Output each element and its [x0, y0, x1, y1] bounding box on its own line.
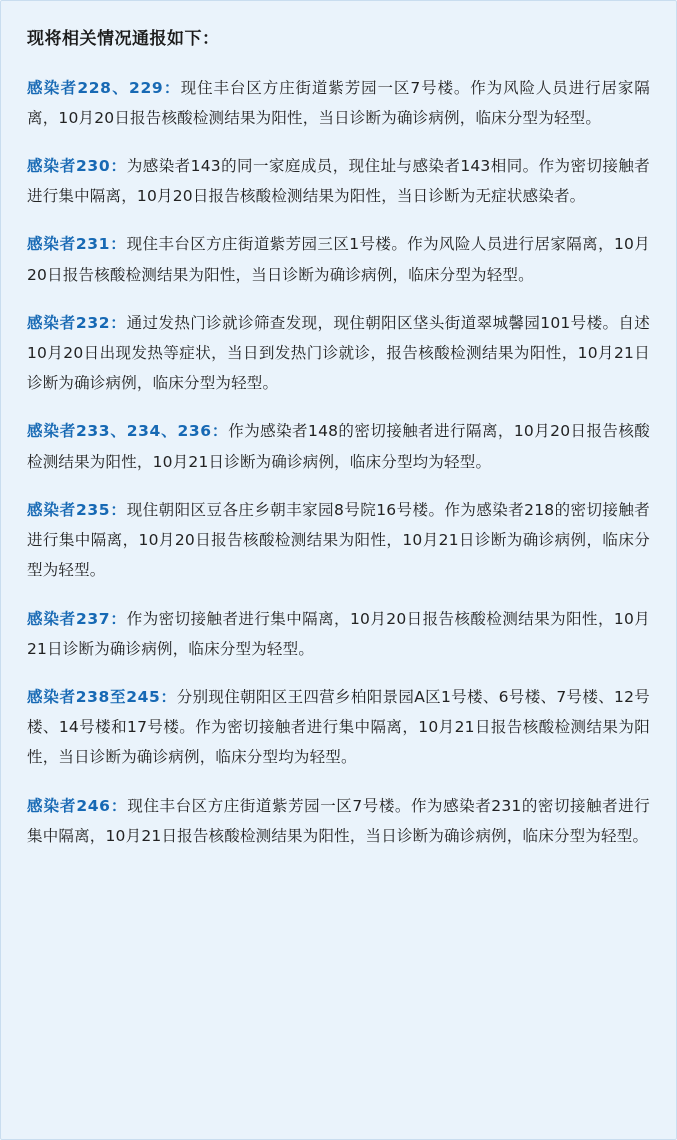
case-label: 感染者233、234、236: [27, 422, 212, 441]
case-paragraph: [27, 151, 650, 211]
case-separator: ：: [110, 156, 127, 175]
case-text: 作为密切接触者进行集中隔离，10月20日报告核酸检测结果为阳性，10月21日诊断为确诊病例，临床分型为轻型。: [27, 609, 650, 658]
case-paragraph: [27, 495, 650, 586]
case-text: 现住朝阳区豆各庄乡朝丰家园8号院16号楼。作为感染者218的密切接触者进行集中隔离，10月20日报告核酸检测结果为阳性，10月21日诊断为确诊病例，临床分型为轻型。: [27, 500, 650, 580]
case-text: 分别现住朝阳区王四营乡柏阳景园A区1号楼、6号楼、7号楼、12号楼、14号楼和17号楼。作为密切接触者进行集中隔离，10月21日报告核酸检测结果为阳性，当日诊断为确诊病例，临床分型均为轻型。: [27, 688, 650, 767]
case-paragraph: [27, 604, 650, 664]
case-label: 感染者246: [27, 796, 111, 815]
case-separator: ：: [211, 422, 229, 441]
case-text: 作为感染者148的密切接触者进行隔离，10月20日报告核酸检测结果为阳性，10月21日诊断为确诊病例，临床分型均为轻型。: [27, 422, 650, 471]
case-text: 通过发热门诊就诊筛查发现，现住朝阳区垡头街道翠城馨园101号楼。自述10月20日出现发热等症状，当日到发热门诊就诊，报告核酸检测结果为阳性，10月21日诊断为确诊病例，临床分型为轻型。: [27, 313, 650, 393]
case-label: 感染者228、229: [27, 78, 164, 97]
case-separator: ：: [110, 500, 127, 519]
case-paragraph: [27, 791, 650, 851]
case-separator: ：: [110, 796, 128, 815]
case-label: 感染者238至245: [27, 688, 161, 706]
case-label: 感染者230: [27, 156, 111, 175]
case-paragraph: [27, 308, 650, 399]
case-label: 感染者235: [27, 500, 111, 519]
case-label: 感染者232: [27, 313, 111, 332]
case-paragraph: [27, 229, 650, 289]
case-text: 现住丰台区方庄街道紫芳园一区7号楼。作为风险人员进行居家隔离，10月20日报告核酸检测结果为阳性，当日诊断为确诊病例，临床分型为轻型。: [27, 78, 650, 127]
case-label: 感染者237: [27, 609, 111, 628]
case-text: 现住丰台区方庄街道紫芳园一区7号楼。作为感染者231的密切接触者进行集中隔离，10月21日报告核酸检测结果为阳性，当日诊断为确诊病例，临床分型为轻型。: [27, 796, 650, 845]
case-paragraph: [27, 73, 650, 133]
case-separator: ：: [160, 688, 177, 706]
case-separator: ：: [110, 235, 127, 254]
case-separator: ：: [110, 609, 127, 628]
case-text: 现住丰台区方庄街道紫芳园三区1号楼。作为风险人员进行居家隔离，10月20日报告核酸检测结果为阳性，当日诊断为确诊病例，临床分型为轻型。: [27, 235, 650, 284]
case-paragraph: [27, 416, 650, 476]
case-text: 为感染者143的同一家庭成员，现住址与感染者143相同。作为密切接触者进行集中隔离，10月20日报告核酸检测结果为阳性，当日诊断为无症状感染者。: [27, 156, 650, 206]
case-label: 感染者231: [27, 235, 111, 254]
case-separator: ：: [110, 313, 127, 332]
case-separator: ：: [163, 78, 181, 97]
case-paragraph: [27, 682, 650, 773]
page-title: 现将相关情况通报如下：: [27, 29, 220, 49]
